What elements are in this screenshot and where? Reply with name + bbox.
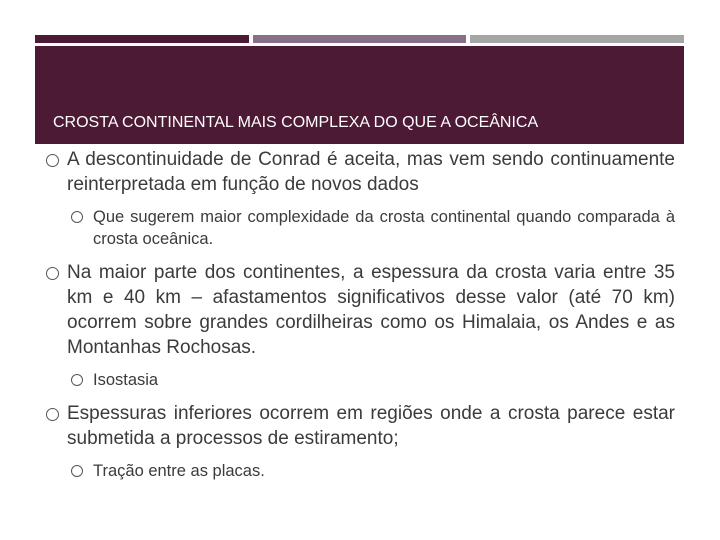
bullet-text: Isostasia (93, 371, 159, 389)
slide-content (45, 147, 675, 492)
sub-bullet-item (70, 206, 675, 250)
bullet-text: A descontinuidade de Conrad é aceita, mas vem sendo continuamente reinterpretada em função de novos dados (67, 149, 675, 195)
circle-bullet-icon (46, 267, 59, 280)
bullet-text: Espessuras inferiores ocorrem em regiões onde a crosta parece estar submetida a processos de estiramento; (67, 403, 675, 449)
slide-title: CROSTA CONTINENTAL MAIS COMPLEXA DO QUE A OCEÂNICA (53, 114, 539, 131)
circle-bullet-icon (71, 211, 83, 223)
circle-bullet-icon (46, 408, 59, 421)
circle-bullet-icon (46, 154, 59, 167)
bullet-item (45, 401, 675, 451)
accent-bar-dark (35, 35, 249, 43)
bullet-text: Tração entre as placas. (93, 462, 265, 480)
circle-bullet-icon (71, 465, 83, 477)
accent-bar-gray (470, 35, 684, 43)
title-banner (35, 46, 684, 144)
bullet-item (45, 260, 675, 360)
bullet-text: Na maior parte dos continentes, a espessura da crosta varia entre 35 km e 40 km – afastamentos significativos desse valor (até 70 km) ocorrem sobre grandes cordilheiras como os Himalaia, os Andes e as Montanhas Rochosas. (67, 262, 675, 358)
bullet-item (45, 147, 675, 197)
bullet-text: Que sugerem maior complexidade da crosta continental quando comparada à crosta oceânica. (93, 208, 675, 248)
accent-bar-mauve (253, 35, 466, 43)
sub-bullet-item (70, 369, 675, 391)
circle-bullet-icon (71, 374, 83, 386)
sub-bullet-item (70, 460, 675, 482)
